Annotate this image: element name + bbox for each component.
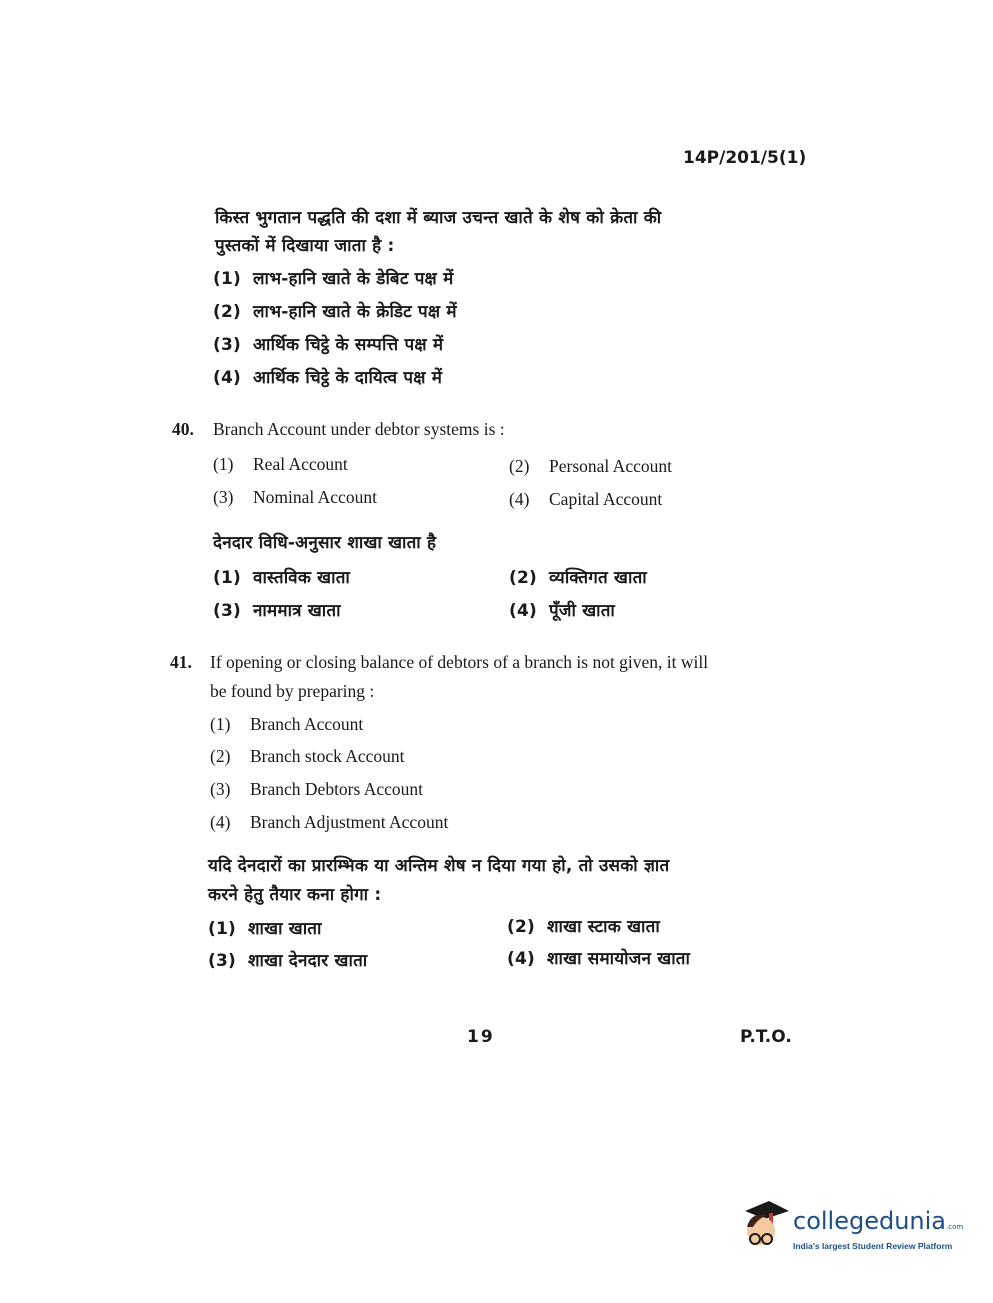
q40-hindi-option-3: (3) नाममात्र खाता xyxy=(213,601,341,621)
q41-stem-line1: If opening or closing balance of debtors of a branch is not given, it will xyxy=(210,652,709,672)
q41-option-2: (2) Branch stock Account xyxy=(210,746,405,766)
q41-stem-line2: be found by preparing : xyxy=(210,681,375,701)
q40-hindi-option-1: (1) वास्तविक खाता xyxy=(213,568,350,588)
mascot-icon xyxy=(735,1197,791,1257)
q39-hindi-stem-line2: पुस्तकों में दिखाया जाता है : xyxy=(215,236,395,256)
q39-hindi-option-3: (3) आर्थिक चिट्ठे के सम्पत्ति पक्ष में xyxy=(213,335,444,355)
q40-hindi-option-4: (4) पूँजी खाता xyxy=(509,601,615,621)
brand-name: collegedunia.com xyxy=(793,1207,964,1235)
collegedunia-watermark xyxy=(735,1195,964,1265)
q40-option-1: (1) Real Account xyxy=(213,454,348,474)
q41-hindi-stem-line1: यदि देनदारों का प्रारम्भिक या अन्तिम शेष न दिया गया हो, तो उसको ज्ञात xyxy=(208,856,670,876)
q39-hindi-option-1: (1) लाभ-हानि खाते के डेबिट पक्ष में xyxy=(213,269,454,289)
q40-option-2: (2) Personal Account xyxy=(509,456,672,476)
q41-option-3: (3) Branch Debtors Account xyxy=(210,779,424,799)
q41-hindi-option-3: (3) शाखा देनदार खाता xyxy=(208,951,368,971)
brand-tagline: India's largest Student Review Platform xyxy=(793,1241,953,1251)
q39-hindi-stem-line1: किस्त भुगतान पद्धति की दशा में ब्याज उचन्त खाते के शेष को क्रेता की xyxy=(215,208,662,228)
q40-option-4: (4) Capital Account xyxy=(509,489,663,509)
q41-hindi-option-1: (1) शाखा खाता xyxy=(208,919,322,939)
q39-hindi-option-2: (2) लाभ-हानि खाते के क्रेडिट पक्ष में xyxy=(213,302,457,322)
page-number: 19 xyxy=(467,1027,495,1047)
q41-hindi-stem-line2: करने हेतु तैयार कना होगा : xyxy=(208,885,382,905)
q40-hindi-stem: देनदार विधि-अनुसार शाखा खाता है xyxy=(213,533,437,553)
q41-option-4: (4) Branch Adjustment Account xyxy=(210,812,449,832)
q40-stem: Branch Account under debtor systems is : xyxy=(213,419,505,439)
q40-hindi-option-2: (2) व्यक्तिगत खाता xyxy=(509,568,647,588)
paper-code: 14P/201/5(1) xyxy=(683,148,807,168)
q41-option-1: (1) Branch Account xyxy=(210,714,364,734)
q41-number: 41. xyxy=(170,652,192,672)
q40-option-3: (3) Nominal Account xyxy=(213,487,377,507)
q41-hindi-option-2: (2) शाखा स्टाक खाता xyxy=(507,917,660,937)
q40-number: 40. xyxy=(172,419,194,439)
pto-label: P.T.O. xyxy=(740,1027,792,1047)
q41-hindi-option-4: (4) शाखा समायोजन खाता xyxy=(507,949,691,969)
q39-hindi-option-4: (4) आर्थिक चिट्ठे के दायित्व पक्ष में xyxy=(213,368,443,388)
